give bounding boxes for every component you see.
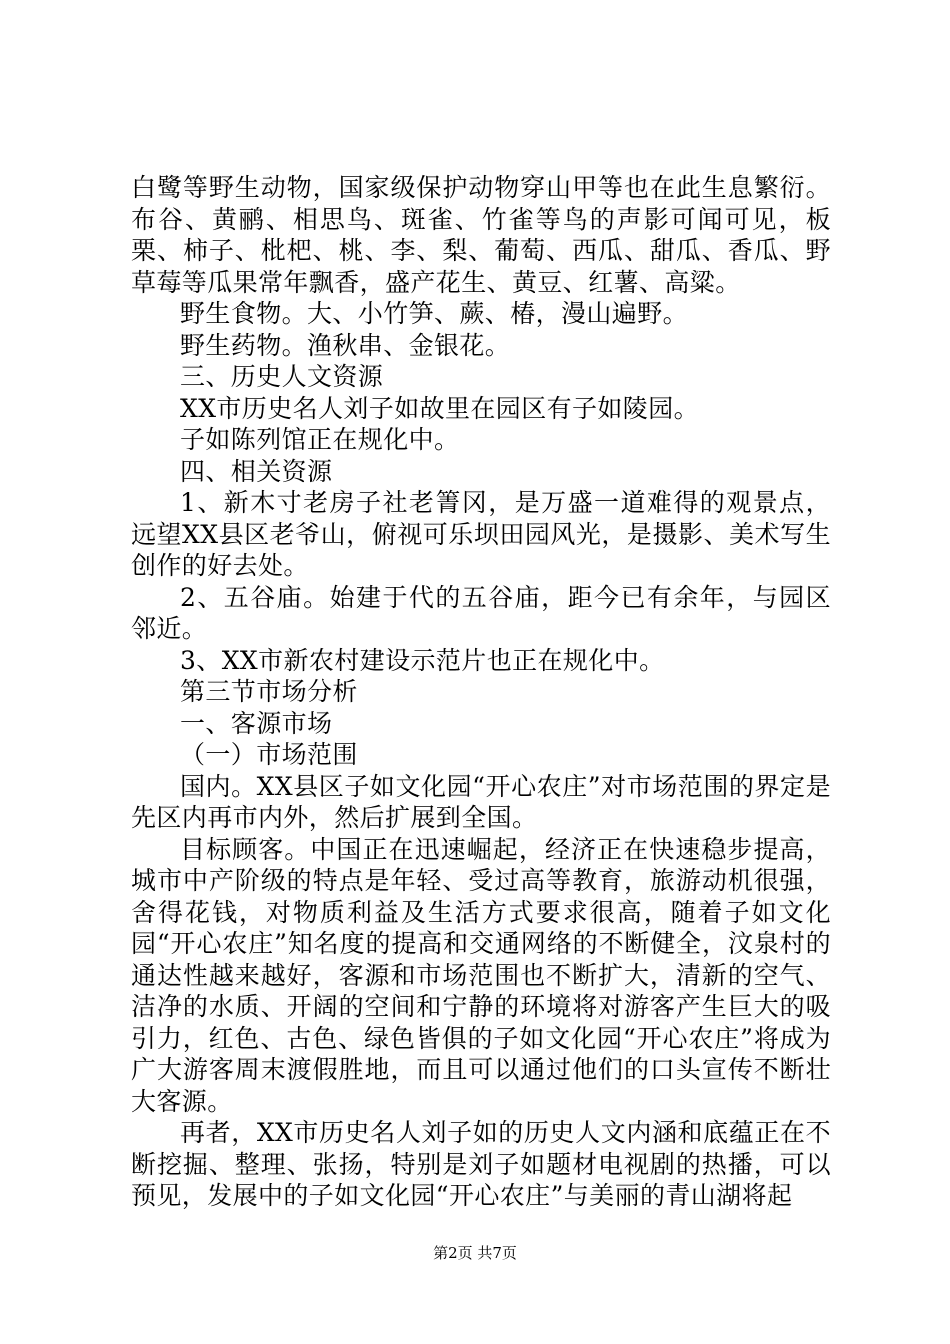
document-body: [131, 172, 831, 1212]
paragraph-6: 子如陈列馆正在规化中。: [180, 425, 460, 454]
paragraph-5: XX市历史名人刘子如故里在园区有子如陵园。: [180, 393, 699, 423]
paragraph-15: 目标顾客。中国正在迅速崛起，经济正在快速稳步提高，城市中产阶级的特点是年轻、受过高等教育，旅游动机很强，舍得花钱，对物质利益及生活方式要求很高，随着子如文化园“开心农庄”知名度的提高和交通网络的不断健全，汶泉村的通达性越来越好，客源和市场范围也不断扩大，清新的空气、洁净的水质、开阔的空间和宁静的环境将对游客产生巨大的吸引力，红色、古色、绿色皆俱的子如文化园“开心农庄”将成为广大游客周末渡假胜地，而且可以通过他们的口头宣传不断壮大客源。: [131, 834, 831, 1116]
paragraph-8: 1、新木寸老房子社老箐冈，是万盛一道难得的观景点，远望XX县区老爷山，俯视可乐坝田园风光，是摄影、美术写生创作的好去处。: [131, 488, 831, 580]
paragraph-16: 再者，XX市历史名人刘子如的历史人文内涵和底蕴正在不断挖掘、整理、张扬，特别是刘子如题材电视剧的热播，可以预见，发展中的子如文化园“开心农庄”与美丽的青山湖将起: [131, 1118, 831, 1210]
subsection-heading-1-1: （一）市场范围: [180, 740, 358, 769]
paragraph-3: 野生药物。渔秋串、金银花。: [180, 330, 511, 360]
subsection-heading-1: 一、客源市场: [180, 708, 333, 738]
paragraph-14: 国内。XX县区子如文化园“开心农庄”对市场范围的界定是先区内再市内外，然后扩展到全国。: [131, 771, 831, 832]
section-heading-3: 三、历史人文资源: [180, 362, 384, 391]
section-heading-market: 第三节市场分析: [180, 677, 358, 706]
page-footer: [0, 1243, 950, 1263]
section-heading-4: 四、相关资源: [180, 456, 333, 486]
paragraph-10: 3、XX市新农村建设示范片也正在规化中。: [180, 645, 665, 675]
page-number: 第2页 共7页: [433, 1244, 517, 1262]
paragraph-2: 野生食物。大、小竹笋、蕨、椿，漫山遍野。: [180, 299, 689, 328]
paragraph-1: 白鹭等野生动物，国家级保护动物穿山甲等也在此生息繁衍。布谷、黄鹂、相思鸟、斑雀、竹雀等鸟的声影可闻可见，板栗、柿子、枇杷、桃、李、梨、葡萄、西瓜、甜瓜、香瓜、野草莓等瓜果常年飘香，盛产花生、黄豆、红薯、高粱。: [131, 173, 831, 297]
paragraph-9: 2、五谷庙。始建于代的五谷庙，距今已有余年，与园区邻近。: [131, 582, 831, 643]
